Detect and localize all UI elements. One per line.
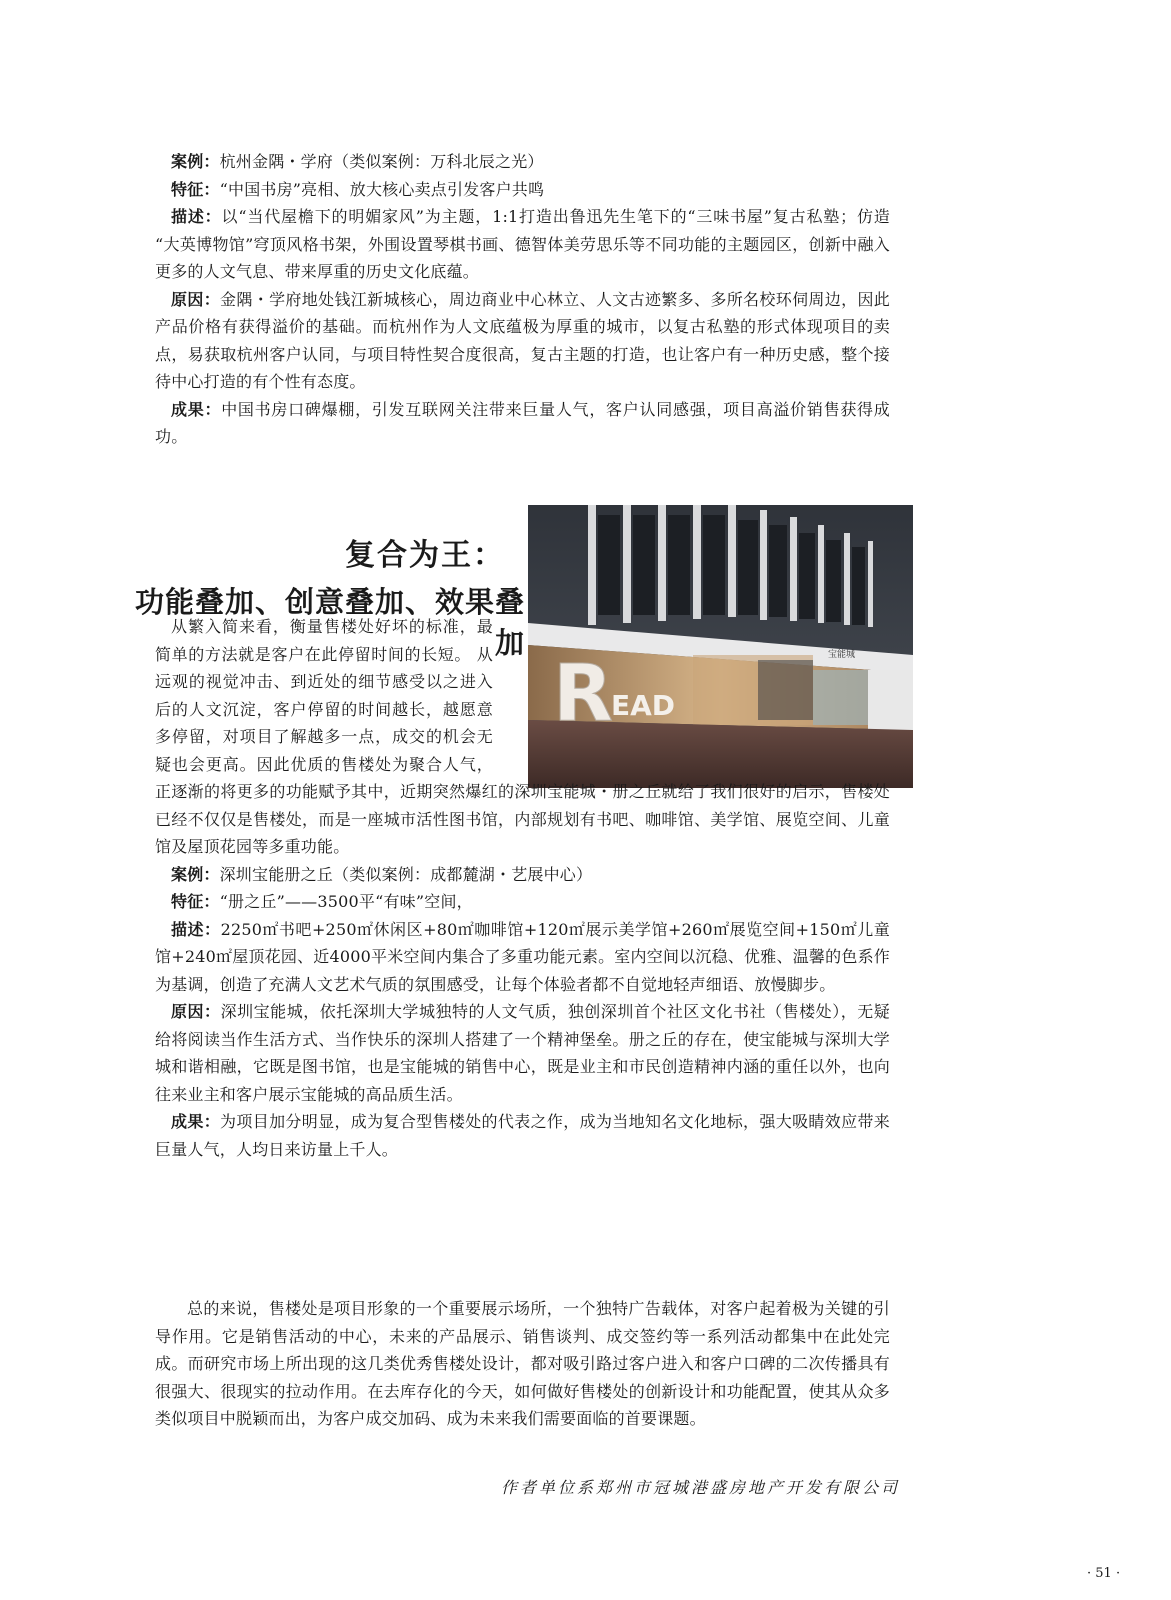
result-label: 成果： [171, 399, 222, 419]
feature-text: “册之丘”——3500平“有味”空间， [219, 892, 473, 911]
section-heading-line1: 复合为王： [345, 538, 505, 573]
description-label: 描述： [171, 207, 222, 226]
building-sign: 宝能城 [828, 650, 856, 660]
case-line [155, 148, 890, 176]
case-label: 案例： [171, 152, 220, 171]
author-affiliation: 作者单位系郑州市冠城港盛房地产开发有限公司 [500, 1478, 900, 1497]
case-label: 案例： [171, 864, 220, 884]
closing-section [155, 1295, 890, 1433]
reason-label: 原因： [171, 289, 221, 309]
feature-label: 特征： [171, 179, 220, 199]
case-study-hangzhou [155, 148, 890, 451]
reason-paragraph [155, 998, 890, 1108]
feature-line [155, 176, 890, 204]
result-paragraph [155, 1108, 890, 1163]
section-heading-line2: 功能叠加、创意叠加、效果叠加 [134, 585, 525, 660]
description-text: 以“当代屋檐下的明媚家风”为主题，1:1打造出鲁迅先生笔下的“三味书屋”复古私塾；仿造 “大英博物馆”穹顶风格书架，外围设置琴棋书画、德智体美劳思乐等不同功能的主题园区，创新中融入更多的人文气息、带来厚重的历史文化底蕴。 [155, 207, 890, 281]
reason-text: 金隅・学府地处钱江新城核心，周边商业中心林立、人文古迹繁多、多所名校环伺周边，因此产品价格有获得溢价的基础。而杭州作为人文底蕴极为厚重的城市，以复古私塾的形式体现项目的卖点，易获取杭州客户认同，与项目特性契合度很高，复古主题的打造，也让客户有一种历史感，整个接待中心打造的有个性有态度。 [155, 289, 891, 391]
case-text: 深圳宝能册之丘（类似案例：成都麓湖・艺展中心） [219, 864, 593, 884]
page-number: · 51 · [1087, 1566, 1121, 1581]
result-text: 中国书房口碑爆棚，引发互联网关注带来巨量人气，客户认同感强，项目高溢价销售获得成功。 [155, 399, 890, 446]
result-text: 为项目加分明显，成为复合型售楼处的代表之作，成为当地知名文化地标，强大吸睛效应带来巨量人气，人均日来访量上千人。 [155, 1112, 891, 1159]
reason-label: 原因： [171, 1002, 221, 1021]
description-label: 描述： [171, 919, 221, 939]
read-letters: EAD [611, 689, 676, 722]
result-paragraph [155, 396, 890, 451]
reason-paragraph [155, 286, 890, 396]
closing-paragraph: 总的来说，售楼处是项目形象的一个重要展示场所，一个独特广告载体，对客户起着极为关键的引导作用。它是销售活动的中心，未来的产品展示、销售谈判、成交签约等一系列活动都集中在此处完成。而研究市场上所出现的这几类优秀售楼处设计，都对吸引路过客户进入和客户口碑的二次传播具有很强大、很现实的拉动作用。在去库存化的今天，如何做好售楼处的创新设计和功能配置，使其从众多类似项目中脱颖而出，为客户成交加码、成为未来我们需要面临的首要课题。 [155, 1299, 890, 1428]
case-line [155, 861, 890, 889]
result-label: 成果： [171, 1112, 221, 1131]
feature-text: “中国书房”亮相、放大核心卖点引发客户共鸣 [219, 179, 545, 199]
feature-line [155, 888, 890, 916]
section-intro-paragraph: 从繁入简来看，衡量售楼处好坏的标准，最简单的方法就是客户在此停留时间的长短。 从远观的视觉冲击、到近处的细节感受以之进入后的人文沉淀，客户停留的时间越长，越愿意多停留，对项目了解越多一点，成交的机会无疑也会更高。因此优质的售楼处为聚合人气，正逐渐的将更多的功能赋予其中，近期突然爆红的深圳宝能城・册之丘就给了我们很好的启示，售楼处已经不仅仅是售楼处，而是一座城市活性图书馆，内部规划有书吧、咖啡馆、美学馆、展览空间、儿童馆及屋顶花园等多重功能。 [155, 617, 890, 856]
read-letter-r: R [553, 649, 614, 739]
description-paragraph [155, 203, 890, 286]
description-text: 2250㎡书吧+250㎡休闲区+80㎡咖啡馆+120㎡展示美学馆+260㎡展览空间+150㎡儿童馆+240㎡屋顶花园、近4000平米空间内集合了多重功能元素。室内空间以沉稳、优雅、温馨的色系作为基调，创造了充满人文艺术气质的氛围感受，让每个体验者都不自觉地轻声细语、放慢脚步。 [155, 919, 890, 994]
case-text: 杭州金隅・学府（类似案例：万科北辰之光） [219, 152, 544, 171]
description-paragraph [155, 916, 890, 999]
feature-label: 特征： [171, 892, 220, 911]
photo-spacer [505, 488, 890, 771]
reason-text: 深圳宝能城，依托深圳大学城独特的人文气质，独创深圳首个社区文化书社（售楼处），无疑给将阅读当作生活方式、当作快乐的深圳人搭建了一个精神堡垒。册之丘的存在，使宝能城与深圳大学城和谐相融，它既是图书馆，也是宝能城的销售中心，既是业主和市民创造精神内涵的重任以外，也向往来业主和客户展示宝能城的高品质生活。 [155, 1002, 890, 1104]
section-composite [155, 613, 890, 1163]
